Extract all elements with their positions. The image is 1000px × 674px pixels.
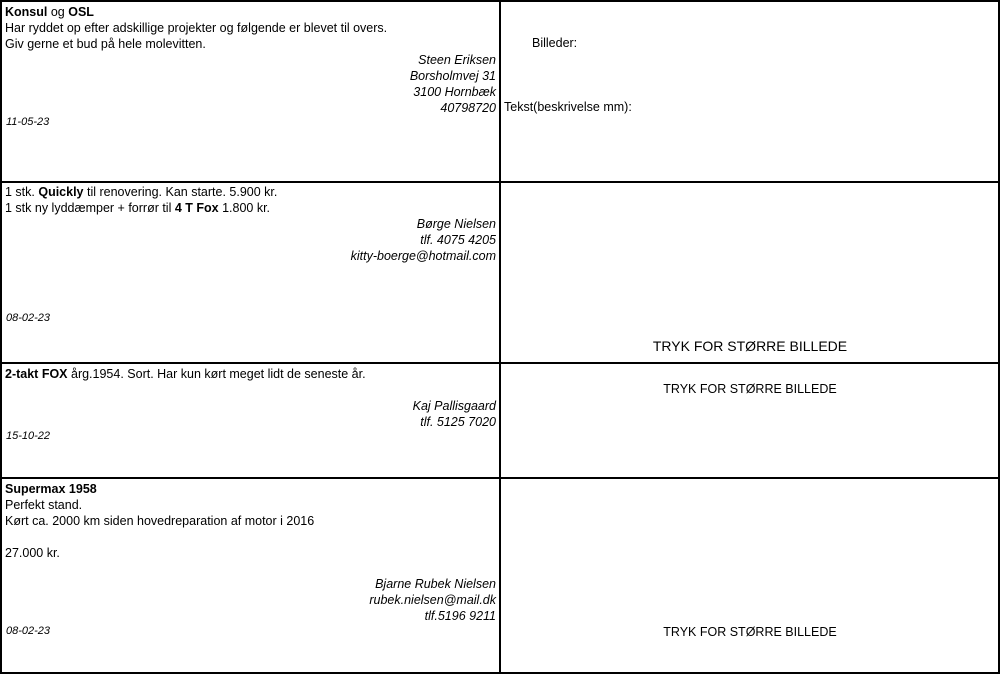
contact-phone: tlf.5196 9211 xyxy=(424,609,496,623)
ad-date: 11-05-23 xyxy=(6,116,50,128)
ad-text-part: til renovering. Kan starte. 5.900 kr. xyxy=(83,185,278,199)
ad-title-part: Supermax 1958 xyxy=(5,482,97,496)
row-divider xyxy=(0,181,1000,183)
contact-name: Steen Eriksen xyxy=(418,53,496,67)
enlarge-photo-link[interactable]: TRYK FOR STØRRE BILLEDE xyxy=(652,338,848,354)
ad-description: Giv gerne et bud på hele molevitten. xyxy=(5,37,206,51)
column-divider xyxy=(499,0,501,674)
ad-photo-cell xyxy=(500,0,1000,182)
ad-description: Perfekt stand. xyxy=(5,498,83,512)
ad-text-cell xyxy=(0,0,501,182)
ad-description: Kørt ca. 2000 km siden hovedreparation af motor i 2016 xyxy=(5,514,315,528)
ad-text-part: årg.1954. Sort. Har kun kørt meget lidt de seneste år. xyxy=(67,367,366,381)
contact-city: 3100 Hornbæk xyxy=(413,85,496,99)
ad-text-bold: 2-takt FOX xyxy=(5,367,68,381)
enlarge-photo-link[interactable]: TRYK FOR STØRRE BILLEDE xyxy=(663,382,837,396)
ad-date: 08-02-23 xyxy=(6,625,51,637)
ad-text-cell xyxy=(0,478,501,674)
ad-description: Har ryddet op efter adskillige projekter og følgende er blevet til overs. xyxy=(5,21,388,35)
contact-phone: 40798720 xyxy=(440,101,496,115)
ad-description xyxy=(5,184,277,200)
ad-description xyxy=(5,366,366,382)
row-divider xyxy=(0,362,1000,364)
ad-title xyxy=(5,4,94,20)
ad-text-part: 1 stk. xyxy=(5,185,39,199)
ad-title xyxy=(5,481,97,497)
ad-text-bold: 4 T Fox xyxy=(174,201,219,215)
enlarge-photo-link[interactable]: TRYK FOR STØRRE BILLEDE xyxy=(663,625,837,639)
ad-photo-cell xyxy=(500,182,1000,363)
ad-photo-cell xyxy=(500,478,1000,674)
contact-email: rubek.nielsen@mail.dk xyxy=(369,593,496,607)
contact-email: kitty-boerge@hotmail.com xyxy=(350,249,496,263)
border-left xyxy=(0,0,2,674)
contact-name: Børge Nielsen xyxy=(416,217,496,231)
text-description-label: Tekst(beskrivelse mm): xyxy=(504,100,632,114)
contact-phone: tlf. 4075 4205 xyxy=(420,233,496,247)
ad-description xyxy=(5,200,270,216)
ad-text-bold: Quickly xyxy=(38,185,84,199)
ad-date: 15-10-22 xyxy=(6,430,51,442)
contact-name: Bjarne Rubek Nielsen xyxy=(375,577,496,591)
ad-title-join: og xyxy=(47,5,69,19)
ad-text-cell xyxy=(0,363,501,478)
row-divider xyxy=(0,477,1000,479)
images-label: Billeder: xyxy=(532,36,578,50)
ad-text-cell xyxy=(0,182,501,363)
contact-phone: tlf. 5125 7020 xyxy=(420,415,496,429)
ad-date: 08-02-23 xyxy=(6,312,51,324)
ad-text-part: 1 stk ny lyddæmper + forrør til xyxy=(5,201,175,215)
contact-address: Borsholmvej 31 xyxy=(409,69,496,83)
ad-price: 27.000 kr. xyxy=(5,546,60,560)
ad-title-part: Konsul xyxy=(5,5,48,19)
ad-title-part: OSL xyxy=(68,5,94,19)
contact-name: Kaj Pallisgaard xyxy=(412,399,496,413)
ad-text-part: 1.800 kr. xyxy=(218,201,271,215)
ad-photo-cell xyxy=(500,363,1000,478)
